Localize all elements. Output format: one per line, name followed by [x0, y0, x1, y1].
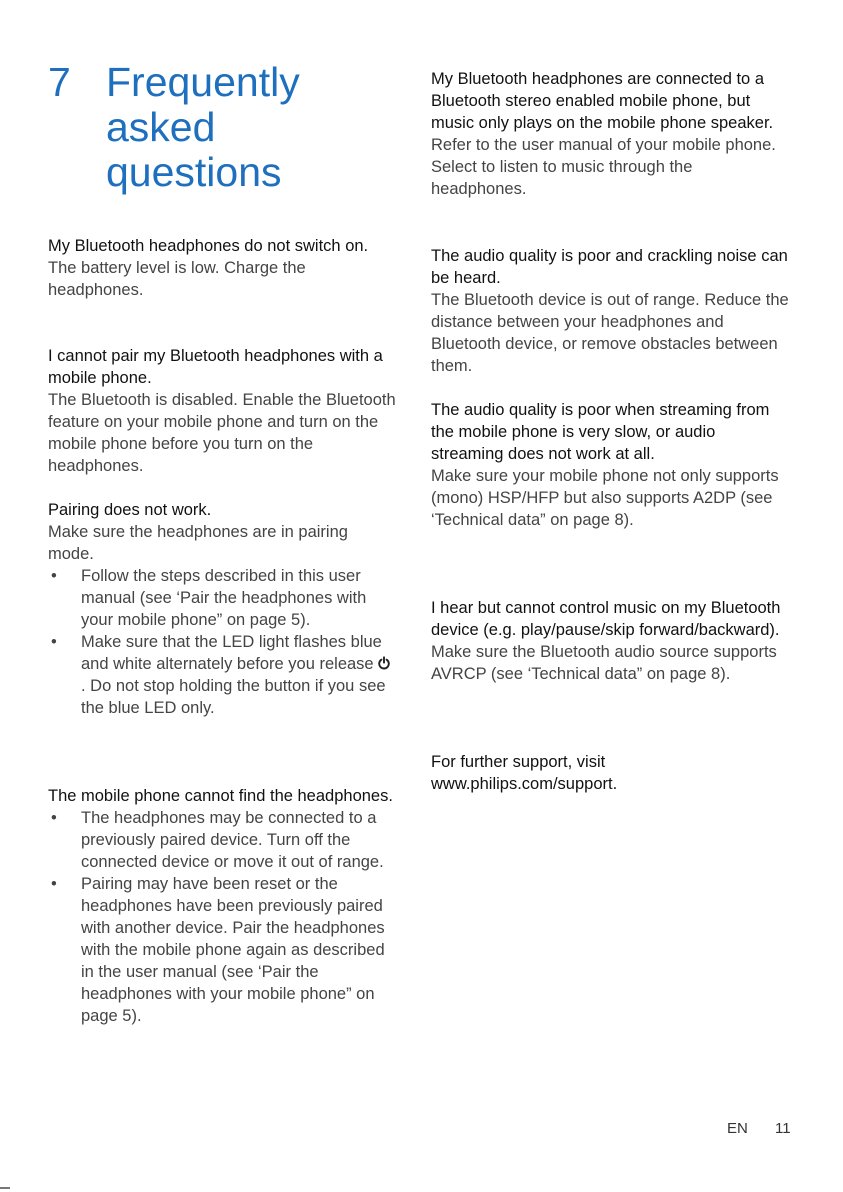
support-text: For further support, visit www.philips.com/support.	[431, 753, 618, 793]
faq-phone-cannot-find	[48, 785, 398, 1027]
faq-answer: Make sure the Bluetooth audio source supports AVRCP (see ‘Technical data” on page 8).	[431, 643, 777, 683]
list-item-text: The headphones may be connected to a previously paired device. Turn off the connected device or move it out of range.	[81, 809, 384, 871]
bullet-symbol: •	[51, 875, 57, 893]
faq-slow-streaming	[431, 399, 791, 531]
faq-cannot-control-music	[431, 597, 791, 685]
faq-answer: Make sure the headphones are in pairing mode.	[48, 523, 348, 563]
faq-answer: The battery level is low. Charge the headphones.	[48, 259, 306, 299]
faq-question: Pairing does not work.	[48, 501, 212, 519]
list-item	[48, 631, 398, 719]
faq-answer: Make sure your mobile phone not only supports (mono) HSP/HFP but also supports A2DP (see ‘Technical data” on page 8).	[431, 467, 779, 529]
list-item	[48, 873, 398, 1027]
faq-headphones-no-power	[48, 235, 398, 301]
bullet-symbol: •	[51, 567, 57, 585]
faq-question: The mobile phone cannot find the headphones.	[48, 787, 393, 805]
bullet-list	[48, 807, 398, 1027]
faq-question: The audio quality is poor when streaming from the mobile phone is very slow, or audio streaming does not work at all.	[431, 401, 770, 463]
list-item	[48, 565, 398, 631]
faq-answer: The Bluetooth is disabled. Enable the Bluetooth feature on your mobile phone and turn on the mobile phone before you turn on the headphones.	[48, 391, 396, 475]
edge-mark	[0, 1187, 10, 1189]
list-item-text: Follow the steps described in this user manual (see ‘Pair the headphones with your mobile phone” on page 5).	[81, 567, 367, 629]
further-support	[431, 751, 791, 795]
faq-question: My Bluetooth headphones do not switch on.	[48, 237, 369, 255]
faq-cannot-pair	[48, 345, 398, 477]
faq-question: My Bluetooth headphones are connected to a Bluetooth stereo enabled mobile phone, but music only plays on the mobile phone speaker.	[431, 70, 774, 132]
bullet-symbol: •	[51, 809, 57, 827]
list-item-text: Make sure that the LED light flashes blue and white alternately before you release	[81, 633, 382, 673]
list-item-text: . Do not stop holding the button if you see the blue LED only.	[81, 677, 386, 717]
faq-pairing-fails	[48, 499, 398, 719]
faq-question: I cannot pair my Bluetooth headphones with a mobile phone.	[48, 347, 383, 387]
chapter-number: 7	[48, 59, 71, 105]
bullet-symbol: •	[51, 633, 57, 651]
faq-crackling-noise	[431, 245, 791, 377]
faq-question: The audio quality is poor and crackling noise can be heard.	[431, 247, 788, 287]
footer-language: EN	[727, 1120, 748, 1137]
list-item-text: Pairing may have been reset or the headphones have been previously paired with another device. Pair the headphones with the mobile phone again as described in the user manual (see ‘Pair the headphones with your mobile phone” on page 5).	[81, 875, 385, 1025]
page-number: 11	[775, 1120, 791, 1137]
faq-answer: The Bluetooth device is out of range. Reduce the distance between your headphones and Bluetooth device, or remove obstacles between them.	[431, 291, 789, 375]
faq-answer: Refer to the user manual of your mobile phone. Select to listen to music through the headphones.	[431, 136, 776, 198]
list-item	[48, 807, 398, 873]
faq-question: I hear but cannot control music on my Bluetooth device (e.g. play/pause/skip forward/backward).	[431, 599, 781, 639]
chapter-title: Frequently asked questions	[106, 59, 300, 195]
bullet-list	[48, 565, 398, 719]
faq-music-on-phone-speaker	[431, 68, 791, 200]
power-icon	[376, 656, 392, 670]
